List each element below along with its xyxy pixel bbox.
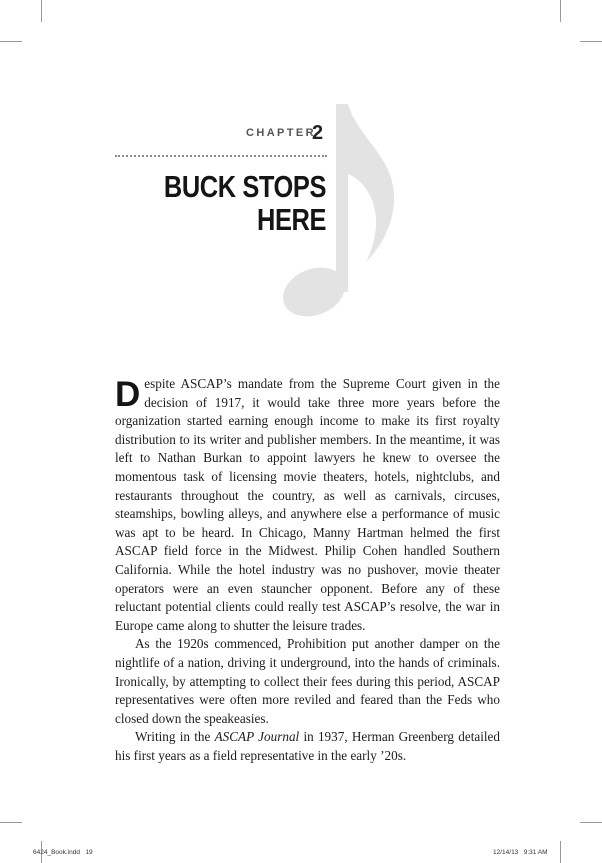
crop-mark-right-lower bbox=[580, 822, 602, 823]
footer-file-name: 6424_Book.indd 19 bbox=[33, 849, 93, 856]
drop-cap: D bbox=[115, 375, 141, 414]
paragraph-3 bbox=[115, 728, 500, 765]
crop-mark-left-upper bbox=[0, 41, 22, 42]
paragraph-1 bbox=[115, 375, 500, 635]
chapter-label: CHAPTER bbox=[246, 127, 316, 139]
chapter-title-line-1: BUCK STOPS bbox=[163, 169, 326, 204]
footer-timestamp: 12/14/13 9:31 AM bbox=[493, 849, 548, 856]
paragraph-3-text-a: Writing in the bbox=[135, 729, 215, 745]
chapter-number: 2 bbox=[312, 122, 324, 144]
crop-mark-left-lower bbox=[0, 822, 22, 823]
chapter-title bbox=[146, 170, 326, 236]
chapter-body bbox=[115, 375, 500, 765]
crop-mark-bottom-right bbox=[560, 841, 561, 863]
paragraph-1-text: espite ASCAP’s mandate from the Supreme Court given in the decision of 1917, it would take three more years before the organization started earning enough income to make its first royalty distribution to its writer and publisher members. In the meantime, it was left to Nathan Burkan to appoint lawyers he knew to oversee the momentous task of licensing movie theaters, hotels, nightclubs, and restaurants throughout the country, as well as carnivals, circuses, steamships, bowling alleys, and anywhere else a performance of music was apt to be heard. In Chicago, Manny Hartman helmed the first ASCAP field force in the Midwest. Philip Cohen handled Southern California. While the hotel industry was no pushover, movie theater operators were an even stauncher opponent. Before any of these reluctant potential clients could really test ASCAP’s resolve, the war in Europe came along to shutter the leisure trades. bbox=[115, 376, 500, 633]
paragraph-3-text-b: in 1937, Herman Greenberg detailed his first years as a field representative in the early ’20s. bbox=[115, 729, 500, 763]
crop-mark-right-upper bbox=[580, 41, 602, 42]
chapter-title-line-2: HERE bbox=[257, 202, 326, 237]
paragraph-2: As the 1920s commenced, Prohibition put another damper on the nightlife of a nation, driving it underground, into the hands of criminals. Ironically, by attempting to collect their fees during this period, ASCAP representatives were often more reviled and feared than the Feds who closed down the speakeasies. bbox=[115, 636, 500, 726]
dotted-divider bbox=[115, 155, 327, 157]
journal-title: ASCAP Journal bbox=[214, 729, 300, 745]
crop-mark-top-left bbox=[41, 0, 42, 22]
crop-mark-top-right bbox=[560, 0, 561, 22]
